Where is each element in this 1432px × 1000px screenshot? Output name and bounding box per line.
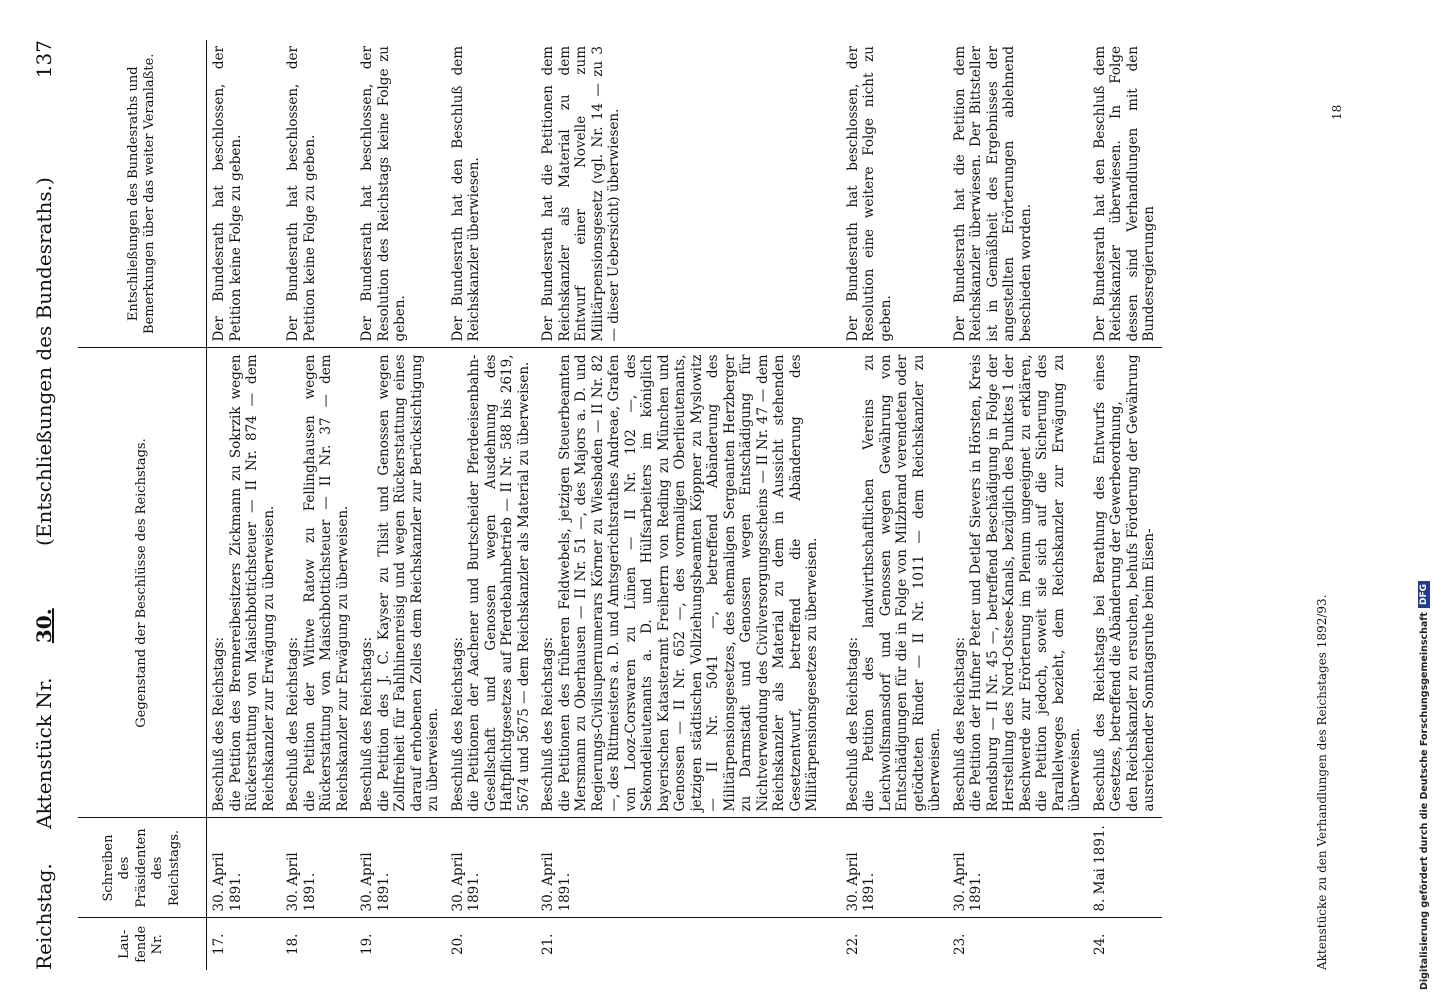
- table-row: [446, 40, 537, 970]
- table-row: [1088, 40, 1162, 970]
- row-subject-head: Beschluß des Reichstags:: [359, 636, 375, 812]
- header-aktenstueck: [32, 580, 56, 829]
- row-date: 30. April 1891.: [446, 818, 537, 918]
- table-row: [841, 40, 948, 970]
- row-subject: [281, 348, 355, 818]
- row-decision: Der Bundesrath hat beschlossen, der Resolution des Reichstags keine Folge zu geben.: [355, 40, 446, 348]
- row-number: 19.: [359, 933, 375, 955]
- row-number: 24.: [1091, 933, 1108, 955]
- footnote: Aktenstücke zu den Verhandlungen des Reichstages 1892/93.: [1315, 594, 1329, 970]
- table-row: [355, 40, 446, 970]
- column-header-nr: Lau-fende Nr.: [78, 918, 207, 970]
- row-subject-head: Beschluß des Reichstags bei Berathung des Entwurfs eines Gesetzes, betreffend die Abänderung der Gewerbeordnung,: [1091, 354, 1124, 812]
- row-number: 18.: [285, 933, 301, 955]
- table-row: [207, 40, 282, 970]
- row-date: 30. April 1891.: [948, 818, 1088, 918]
- row-date: 8. Mai 1891.: [1088, 818, 1162, 918]
- table-body: [207, 40, 1162, 970]
- row-decision: Der Bundesrath hat beschlossen, der Petition keine Folge zu geben.: [207, 40, 282, 348]
- row-decision: Der Bundesrath hat die Petitionen dem Reichskanzler als Material zu dem Entwurf einer Novelle zum Militärpensionsgesetz (vgl. Nr. 14 — zu 3 — dieser Uebersicht) überwiesen.: [536, 40, 841, 348]
- page-number: 137: [32, 40, 56, 79]
- header-reichstag: Reichstag.: [32, 863, 56, 970]
- row-date: 30. April 1891.: [841, 818, 948, 918]
- digitization-stamp: [1418, 10, 1430, 990]
- row-subject: [841, 348, 948, 818]
- row-subject: [536, 348, 841, 818]
- row-subject-body: die Petition des landwirthschaftlichen Vereins zu Leichwolfsmansdorf und Genossen wegen Gewährung von Entschädigungen für die in Folge von Milzbrand verendeten oder getödteten Rinder — II Nr. 1011 — dem Reichskanzler zu überweisen.: [861, 354, 943, 812]
- row-number: 20.: [449, 933, 466, 955]
- row-subject: [355, 348, 446, 818]
- row-date: 30. April 1891.: [207, 818, 282, 918]
- row-subject-head: Beschluß des Reichstags:: [844, 636, 861, 812]
- row-date: 30. April 1891.: [355, 818, 446, 918]
- row-number: 22.: [844, 933, 861, 955]
- column-header-subject: Gegenstand der Beschlüsse des Reichstags.: [78, 348, 207, 818]
- row-subject: [948, 348, 1088, 818]
- row-subject-body: die Petitionen der Aachener und Burtscheider Pferdeeisenbahn-Gesellschaft und Genossen wegen Ausdehnung des Haftpflichtgesetzes auf Pferdebahnbetrieb — II Nr. 588 bis 2619, 5674 und 5675 — dem Reichskanzler als Material zu überweisen.: [466, 354, 532, 812]
- row-number: 21.: [540, 933, 556, 955]
- row-subject-body: den Reichskanzler zu ersuchen, behufs Förderung der Gewährung ausreichender Sonntagsruhe beim Eisen-: [1124, 354, 1157, 812]
- column-header-decision: Entschließungen des Bundesraths und Bemerkungen über das weiter Veranlaßte.: [78, 40, 207, 348]
- row-decision: Der Bundesrath hat beschlossen, der Resolution eine weitere Folge nicht zu geben.: [841, 40, 948, 348]
- dfg-logo: DFG: [1418, 581, 1430, 608]
- stamp-text: Digitalisierung gefördert durch die Deutsche Forschungsgemeinschaft: [1418, 612, 1430, 990]
- header-number: 30.: [32, 608, 56, 644]
- row-subject: [446, 348, 537, 818]
- row-number: 17.: [211, 933, 227, 955]
- row-decision: Der Bundesrath hat den Beschluß dem Reichskanzler überwiesen. In Folge dessen sind Verhandlungen mit den Bundesregierungen: [1088, 40, 1162, 348]
- row-decision: Der Bundesrath hat beschlossen, der Petition keine Folge zu geben.: [281, 40, 355, 348]
- row-subject-head: Beschluß des Reichstags:: [285, 636, 301, 812]
- row-subject-head: Beschluß des Reichstags:: [211, 636, 227, 812]
- table-row: [281, 40, 355, 970]
- header-title: (Entschließungen des Bundesraths.): [32, 177, 56, 546]
- row-subject-body: die Petition des Brennereibesitzers Zickmann zu Sokrzik wegen Rückerstattung von Maischbottichsteuer — II Nr. 874 — dem Reichskanzler zur Erwägung zu überweisen.: [227, 354, 277, 812]
- row-subject-body: die Petition der Hufner Peter und Detlef Sievers in Hörsten, Kreis Rendsburg — II Nr. 45 —, betreffend Beschädigung in Folge der Herstellung des Nord-Ostsee-Kanals, bezüglich des Punktes 1 der Beschwerde zur Erörterung im Plenum ungeeignet zu erklären, die Petition jedoch, soweit sie sich auf die Sicherung des Parallelweges bezieht, dem Reichskanzler zur Erwägung zu überweisen.: [968, 354, 1083, 812]
- header-aktenstueck-label: Aktenstück Nr.: [32, 677, 56, 829]
- page-header: [32, 40, 62, 970]
- row-date: 30. April 1891.: [536, 818, 841, 918]
- row-subject: [207, 348, 282, 818]
- row-subject-body: die Petition des J. C. Kayser zu Tilsit und Genossen wegen Zollfreiheit für Fahlhinenreisig und wegen Rückerstattung eines darauf erhobenen Zolles dem Reichskanzler zur Berücksichtigung zu überweisen.: [375, 354, 441, 812]
- row-subject: [1088, 348, 1162, 818]
- row-date: 30. April 1891.: [281, 818, 355, 918]
- table-row: [948, 40, 1088, 970]
- column-header-date: Schreiben des Präsidenten des Reichstags.: [78, 818, 207, 918]
- decisions-table: [78, 40, 1162, 970]
- row-subject-head: Beschluß des Reichstags:: [540, 636, 556, 812]
- row-decision: Der Bundesrath hat die Petition dem Reichskanzler überwiesen. Der Bittsteller ist in Gemäßheit des Ergebnisses der angestellten Erörterungen ablehnend beschieden worden.: [948, 40, 1088, 348]
- row-subject-head: Beschluß des Reichstags:: [951, 636, 968, 812]
- row-subject-head: Beschluß des Reichstags:: [449, 636, 466, 812]
- row-decision: Der Bundesrath hat den Beschluß dem Reichskanzler überwiesen.: [446, 40, 537, 348]
- table-row: [536, 40, 841, 970]
- row-subject-body: die Petitionen des früheren Feldwebels, jetzigen Steuerbeamten Mersmann zu Oberhausen — II Nr. 51 —, des Majors a. D. und Regierungs-Civilsupernumerars Körner zu Wiesbaden — II Nr. 82 —, des Rittmeisters a. D. und Amtsgerichtsrathes Andreae, Grafen von Looz-Corswaren zu Lünen — II Nr. 102 —, des Sekondelieutenants a. D. und Hülfsarbeiters im königlich bayerischen Katasteramt Freiherrn von Reding zu München und Genossen — II Nr. 652 —, des vormaligen Oberlieutenants, jetzigen städtischen Vollziehungsbeamten Köppner zu Myslowitz — II Nr. 5041 —, betreffend Abänderung des Militärpensionsgesetzes, des ehemaligen Sergeanten Herzberger zu Darmstadt und Genossen wegen Entschädigung für Nichtverwendung des Civilversorgungsscheins — II Nr. 47 — dem Reichskanzler als Material zu dem in Aussicht stehenden Gesetzentwurf, betreffend die Abänderung des Militärpensionsgesetzes zu überweisen.: [556, 354, 820, 812]
- row-number: 23.: [951, 933, 968, 955]
- row-subject-body: die Petition der Wittwe Ratow zu Fellinghausen wegen Rückerstattung von Maischbottichsteuer — II Nr. 37 — dem Reichskanzler zur Erwägung zu überweisen.: [301, 354, 351, 812]
- table-header-row: [78, 40, 207, 970]
- sheet-number: 18: [1330, 104, 1344, 120]
